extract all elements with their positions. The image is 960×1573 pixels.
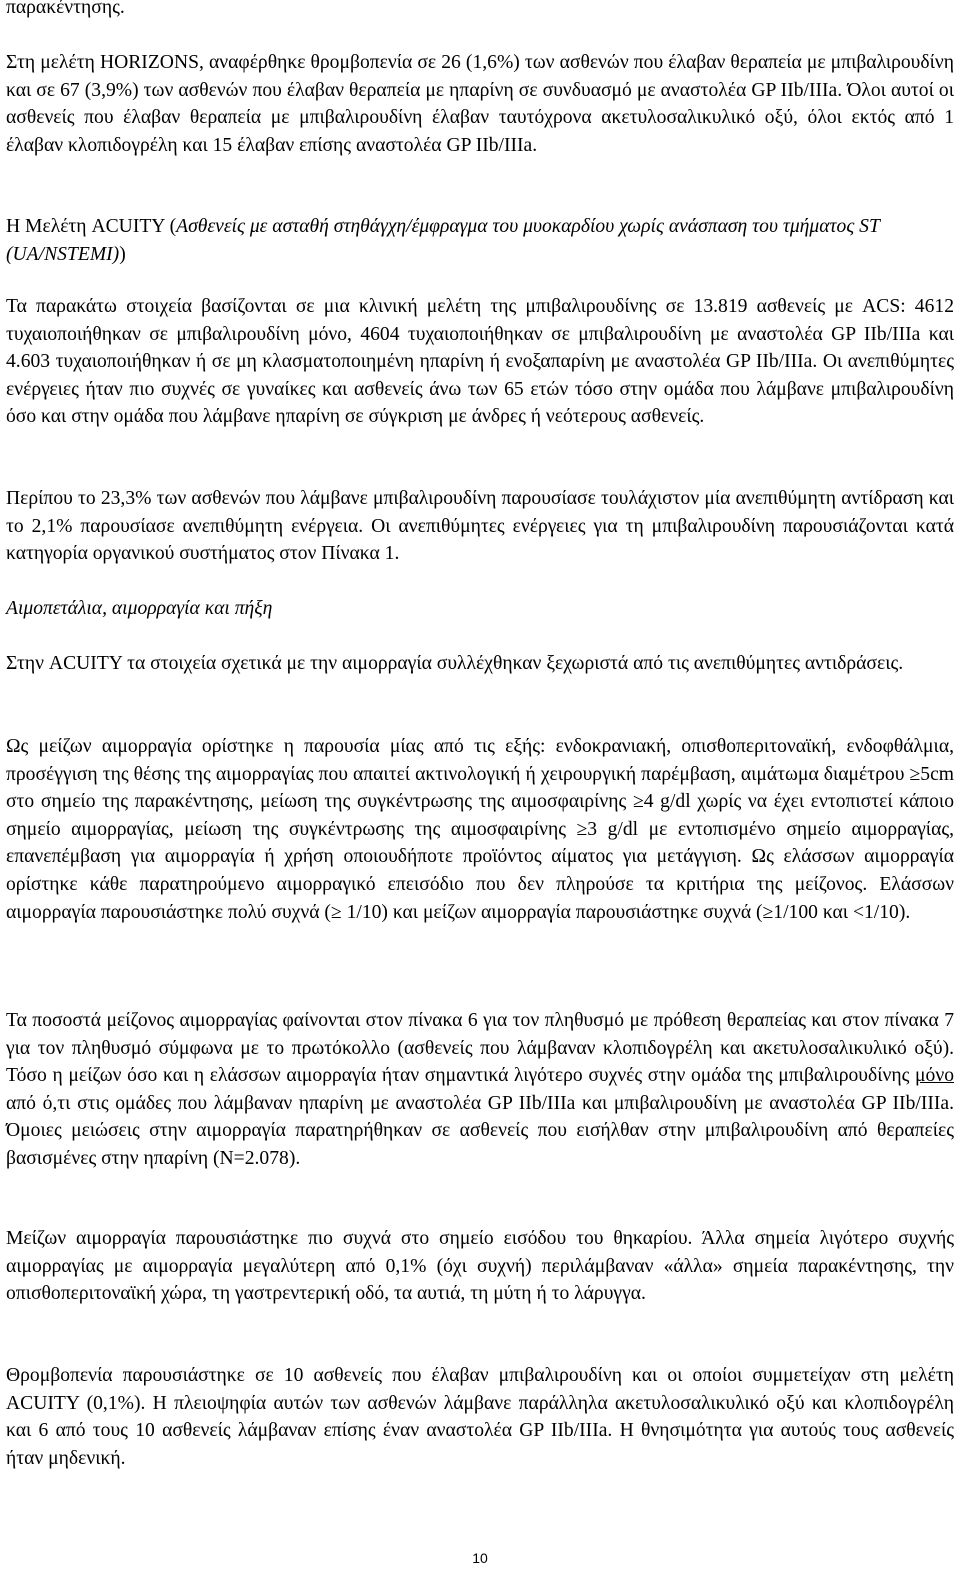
thrombocytopenia-paragraph: Θρομβοπενία παρουσιάστηκε σε 10 ασθενείς που έλαβαν μπιβαλιρουδίνη και οι οποίοι συμμετείχαν στη μελέτη ACUITY (0,1%). Η πλειοψηφία αυτών των ασθενών λάμβανε παράλληλα ακετυλοσαλικυλικό οξύ και κλοπιδογρέλη και 6 από τους 10 ασθενείς λάμβαναν επίσης έναν αναστολέα GP IIb/IIIa. Η θνησιμότητα για αυτούς τους ασθενείς ήταν μηδενική. — [6, 1365, 954, 1469]
carry-over-text: παρακέντησης. — [6, 0, 125, 18]
bleeding-site-paragraph: Μείζων αιμορραγία παρουσιάστηκε πιο συχνά στο σημείο εισόδου του θηκαρίου. Άλλα σημεία λιγότερο συχνής αιμορραγίας με αιμορραγία μεγαλύτερη από 0,1% (όχι συχνή) περιλάμβαναν «άλλα» σημεία παρακέντησης, την οπισθοπεριτοναϊκή χώρα, τη γαστρεντερική οδό, τα αυτιά, τη μύτη ή το λάρυγγα. — [6, 1228, 954, 1305]
major-bleeding-text-3: 4 g/dl χωρίς να έχει εντοπιστεί κάποιο σημείο αιμορραγίας, μείωση της συγκέντρωσης της αιμοσφαιρίνης — [6, 791, 954, 840]
bleeding-section-heading: Αιμοπετάλια, αιμορραγία και πήξη — [6, 598, 273, 619]
bleeding-rates-paragraph — [6, 1007, 954, 1173]
rates-text-2: από ό,τι στις ομάδες που λάμβαναν ηπαρίνη με αναστολέα GP IIb/IIIa και μπιβαλιρουδίνη με αναστολέα GP IIb/IIIa. Όμοιες μειώσεις στην αιμορραγία παρατηρήθηκαν σε ασθενείς που εισήλθαν στην μπιβαλιρουδίνη από θεραπείες βασισμένες στην ηπαρίνη (N=2.078). — [6, 1092, 954, 1169]
horizons-paragraph: Στη μελέτη HORIZONS, αναφέρθηκε θρομβοπενία σε 26 (1,6%) των ασθενών που έλαβαν θεραπεία με μπιβαλιρουδίνη και σε 67 (3,9%) των ασθενών που έλαβαν θεραπεία με ηπαρίνη σε συνδυασμό με αναστολέα GP IIb/IIIa. Όλοι αυτοί οι ασθενείς που έλαβαν θεραπεία με μπιβαλιρουδίνη έλαβαν ταυτόχρονα ακετυλοσαλικυλικό οξύ, όλοι εκτός από 1 έλαβαν κλοπιδογρέλη και 15 έλαβαν επίσης αναστολέα GP IIb/IIIa. — [6, 52, 954, 156]
major-bleeding-text-2: 5cm στο σημείο της παρακέντησης, μείωση της συγκέντρωσης της αιμοσφαιρίνης — [6, 763, 954, 813]
acuity-heading-italic: Ασθενείς με ασταθή στηθάγχη/έμφραγμα του μυοκαρδίου χωρίς ανάσπαση του τμήματος ST (UA/NSTEMI) — [6, 216, 880, 265]
ge-symbol: ≥ — [576, 818, 588, 840]
major-bleeding-definition-paragraph — [6, 733, 954, 926]
rates-underlined-word: μόνο — [915, 1065, 954, 1087]
bleeding-collection-paragraph: Στην ACUITY τα στοιχεία σχετικά με την αιμορραγία συλλέχθηκαν ξεχωριστά από τις ανεπιθύμητες αντιδράσεις. — [6, 653, 904, 674]
page-number: 10 — [472, 1550, 488, 1566]
acuity-heading-close: ) — [119, 243, 126, 265]
ge-symbol: ≥ — [909, 763, 921, 785]
ge-symbol: ≥ — [330, 901, 342, 923]
major-bleeding-text-5: 1/10) και μείζων αιμορραγία παρουσιάστηκε συχνά ( — [341, 901, 763, 923]
ge-symbol: ≥ — [632, 791, 644, 813]
major-bleeding-text-1: Ως μείζων αιμορραγία ορίστηκε η παρουσία μίας από τις εξής: ενδοκρανιακή, οπισθοπεριτοναϊκή, ενδοφθάλμια, προσέγγιση της θέσης της αιμορραγίας που απαιτεί ακτινολογική ή χειρουργική παρέμβαση, αιμάτωμα διαμέτρου — [6, 736, 954, 785]
rates-text-1: Τα ποσοστά μείζονος αιμορραγίας φαίνονται στον πίνακα 6 για τον πληθυσμό με πρόθεση θεραπείας και στον πίνακα 7 για τον πληθυσμό σύμφωνα με το πρωτόκολλο (ασθενείς που λάμβαναν κλοπιδογρέλη και ακετυλοσαλικυλικό οξύ). Τόσο η μείζων όσο και η ελάσσων αιμορραγία ήταν σημαντικά λιγότερο συχνές στην ομάδα της μπιβαλιρουδίνης — [6, 1010, 954, 1087]
ge-symbol: ≥ — [762, 901, 774, 923]
major-bleeding-text-6: 1/100 και <1/10). — [773, 901, 911, 923]
acuity-study-heading — [6, 213, 954, 268]
major-bleeding-text-4: 3 g/dl με εντοπισμένο σημείο αιμορραγίας, επανεπέμβαση για αιμορραγία ή χρήση οποιουδήποτε προϊόντος αίματος για μετάγγιση. Ως ελάσσων αιμορραγία ορίστηκε κάθε παρατηρούμενο αιμορραγικό επεισόδιο που δεν πληρούσε τα κριτήρια της μείζονος. Ελάσσων αιμορραγία παρουσιάστηκε πολύ συχνά ( — [6, 818, 954, 923]
acuity-heading-plain: Η Μελέτη ACUITY ( — [6, 216, 177, 237]
overall-adverse-paragraph: Περίπου το 23,3% των ασθενών που λάμβανε μπιβαλιρουδίνη παρουσίασε τουλάχιστον μία ανεπιθύμητη αντίδραση και το 2,1% παρουσίασε ανεπιθύμητη ενέργεια. Οι ανεπιθύμητες ενέργειες για τη μπιβαλιρουδίνη παρουσιάζονται κατά κατηγορία οργανικού συστήματος στον Πίνακα 1. — [6, 488, 954, 565]
acuity-data-paragraph: Τα παρακάτω στοιχεία βασίζονται σε μια κλινική μελέτη της μπιβαλιρουδίνης σε 13.819 ασθενείς με ACS: 4612 τυχαιοποιήθηκαν σε μπιβαλιρουδίνη μόνο, 4604 τυχαιοποιήθηκαν σε μπιβαλιρουδίνη με αναστολέα GP IIb/IIIa και 4.603 τυχαιοποιήθηκαν ή σε μη κλασματοποιημένη ηπαρίνη ή ενοξαπαρίνη με αναστολέα GP IIb/IIIa. Οι ανεπιθύμητες ενέργειες ήταν πιο συχνές σε γυναίκες και ασθενείς άνω των 65 ετών τόσο στην ομάδα που λάμβανε μπιβαλιρουδίνη όσο και στην ομάδα που λάμβανε ηπαρίνη σε σύγκριση με άνδρες ή νεότερους ασθενείς. — [6, 296, 954, 428]
